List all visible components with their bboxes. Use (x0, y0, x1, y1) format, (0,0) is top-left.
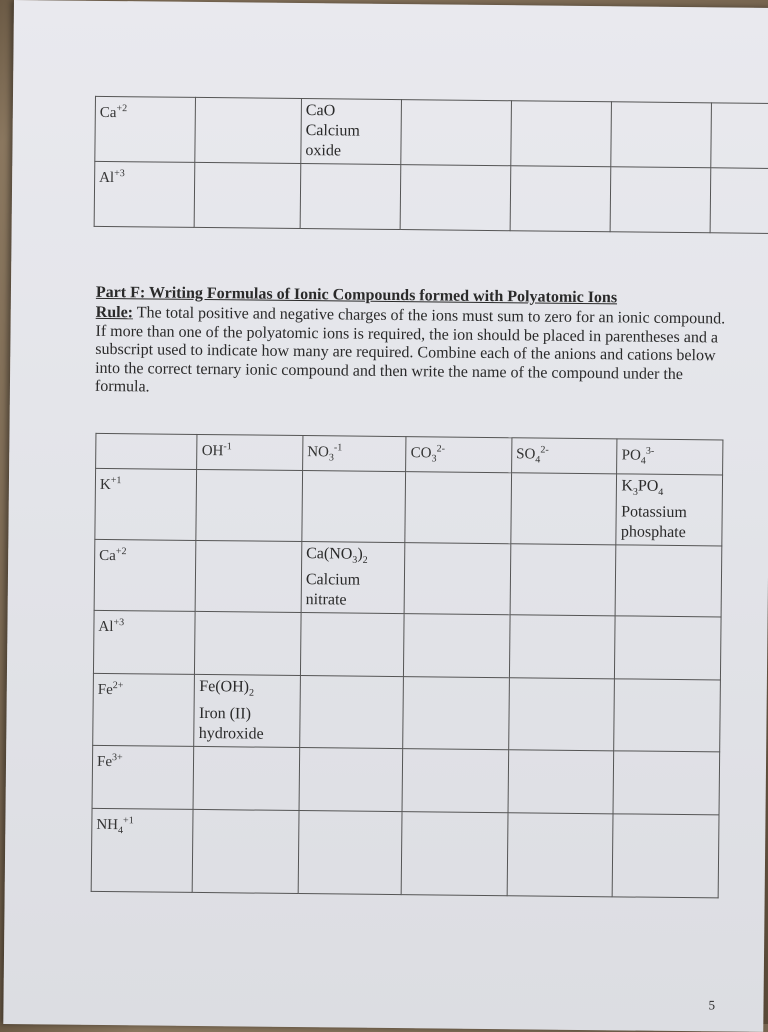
compound-name: nitrate (305, 591, 347, 609)
compound-name: Potassium (621, 503, 687, 522)
cation-cell: $Al^{+3}$ (93, 611, 195, 675)
cation-cell: $Fe^{3+}$ (92, 745, 194, 809)
empty-cell (300, 164, 401, 230)
empty-cell (511, 473, 617, 545)
empty-cell (508, 749, 614, 813)
empty-cell (614, 679, 720, 751)
cation-cell: $Al^{+3}$ (94, 161, 195, 227)
cation-cell: $NH_4^{+1}$ (91, 808, 193, 892)
page-number: 5 (708, 997, 716, 1013)
cation-cell: $Ca^{+2}$ (94, 540, 196, 612)
empty-cell (404, 614, 510, 678)
empty-cell (402, 748, 508, 812)
empty-cell (403, 677, 509, 749)
empty-cell (405, 543, 511, 615)
table-row (91, 808, 719, 898)
empty-cell (710, 168, 768, 234)
empty-cell (616, 545, 722, 617)
compound-name: oxide (305, 142, 342, 160)
part-f-heading: Part F: Writing Formulas of Ionic Compounds formed with Polyatomic Ions (95, 283, 618, 307)
table-row (94, 161, 768, 234)
empty-cell (510, 166, 611, 232)
table-row (93, 674, 721, 752)
empty-cell (193, 809, 299, 893)
empty-cell (300, 613, 404, 677)
empty-cell (613, 750, 719, 814)
answer-cell (301, 99, 402, 165)
empty-cell (610, 167, 711, 233)
formula: $K_3PO_4$ (621, 477, 664, 499)
cation-cell: $Fe^{2+}$ (93, 674, 195, 746)
empty-cell (196, 469, 302, 541)
empty-cell (405, 472, 511, 544)
anion-header: $PO_4^{3-}$ (617, 439, 723, 475)
formula: CaO (305, 102, 336, 120)
answer-cell (616, 474, 722, 546)
empty-cell (300, 676, 404, 748)
table-row (94, 540, 722, 618)
empty-cell (298, 810, 402, 894)
rule-paragraph (95, 304, 736, 403)
anion-header: $NO_3^{-1}$ (303, 436, 407, 472)
ionic-compounds-table (91, 433, 724, 898)
compound-name: Calcium (305, 122, 360, 140)
anion-header: $CO_3^{2-}$ (406, 437, 512, 473)
rule-text: The total positive and negative charges of the ions must sum to zero for an ionic compound. If more than one of the polyatomic ions is required, the ion should be placed in parentheses and a subscript used to indicate how many are required. Combine each of the anions and cations below into the correct ternary ionic compound and then write the name of the compound under the formula. (94, 304, 726, 396)
table-row (95, 96, 768, 169)
empty-cell (195, 612, 301, 676)
formula: $Fe(OH)_2$ (199, 678, 255, 700)
empty-cell (193, 746, 299, 810)
empty-cell (613, 813, 719, 897)
compound-name: hydroxide (198, 724, 264, 743)
answer-cell (194, 675, 300, 747)
table-row (92, 745, 720, 815)
empty-cell (507, 812, 613, 896)
empty-cell (299, 747, 403, 811)
empty-cell (302, 471, 406, 543)
empty-cell (611, 102, 712, 168)
corner-cell (96, 433, 198, 469)
empty-cell (401, 100, 512, 166)
cation-cell: $Ca^{+2}$ (95, 96, 196, 162)
empty-cell (195, 97, 302, 163)
empty-cell (615, 616, 721, 680)
compound-name: Iron (II) (198, 704, 252, 723)
empty-cell (400, 165, 511, 231)
anion-header: $SO_4^{2-}$ (512, 438, 618, 474)
empty-cell (196, 541, 302, 613)
empty-cell (509, 615, 615, 679)
empty-cell (511, 101, 612, 167)
anion-header: $OH^{-1}$ (197, 434, 303, 470)
answer-cell (301, 542, 405, 614)
compound-name: phosphate (620, 523, 686, 542)
compound-name: Calcium (305, 571, 361, 590)
empty-cell (711, 103, 768, 169)
table-row (93, 611, 721, 681)
empty-cell (194, 162, 301, 228)
worksheet-page (3, 0, 768, 1032)
empty-cell (510, 544, 616, 616)
rule-label: Rule: (95, 303, 134, 322)
table-row (95, 468, 723, 546)
formula: $Ca(NO_3)_2$ (306, 545, 368, 567)
empty-cell (509, 678, 615, 750)
cation-cell: $K^{+1}$ (95, 468, 197, 540)
empty-cell (402, 811, 508, 895)
top-table (94, 96, 768, 235)
